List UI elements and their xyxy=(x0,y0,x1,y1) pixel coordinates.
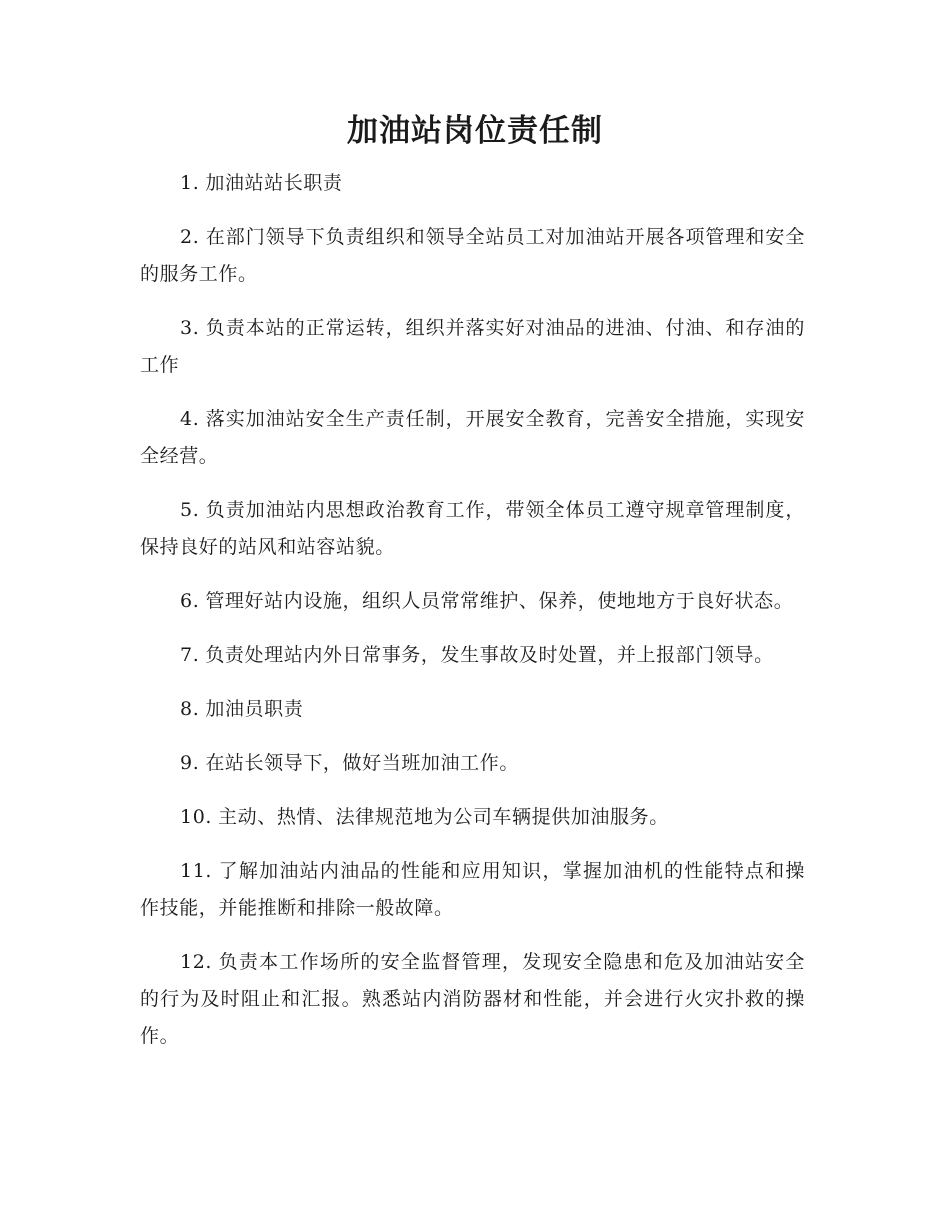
paragraph xyxy=(140,853,805,927)
paragraph-number: 10. xyxy=(180,806,213,828)
paragraph-number: 6. xyxy=(180,590,200,612)
paragraph-text: 了解加油站内油品的性能和应用知识，掌握加油机的性能特点和操作技能，并能推断和排除一般故障。 xyxy=(140,860,805,919)
paragraph xyxy=(140,165,805,202)
paragraph-text: 负责本站的正常运转，组织并落实好对油品的进油、付油、和存油的工作 xyxy=(140,317,805,376)
paragraph-text: 负责处理站内外日常事务，发生事故及时处置，并上报部门领导。 xyxy=(205,644,774,666)
document-body xyxy=(140,165,805,1072)
paragraph-text: 在部门领导下负责组织和领导全站员工对加油站开展各项管理和安全的服务工作。 xyxy=(140,226,805,285)
paragraph-text: 加油员职责 xyxy=(205,698,304,720)
paragraph-text: 主动、热情、法律规范地为公司车辆提供加油服务。 xyxy=(218,806,669,828)
document-title: 加油站岗位责任制 xyxy=(347,113,603,149)
paragraph-text: 在站长领导下，做好当班加油工作。 xyxy=(205,752,519,774)
paragraph-text: 落实加油站安全生产责任制，开展安全教育，完善安全措施，实现安全经营。 xyxy=(140,408,805,467)
paragraph xyxy=(140,583,805,620)
paragraph-text: 负责加油站内思想政治教育工作，带领全体员工遵守规章管理制度，保持良好的站风和站容站貌。 xyxy=(140,499,805,558)
paragraph xyxy=(140,637,805,674)
paragraph xyxy=(140,799,805,836)
paragraph-number: 2. xyxy=(180,226,200,248)
paragraph-number: 12. xyxy=(180,951,213,973)
paragraph-number: 8. xyxy=(180,698,200,720)
paragraph-text: 负责本工作场所的安全监督管理，发现安全隐患和危及加油站安全的行为及时阻止和汇报。熟悉站内消防器材和性能，并会进行火灾扑救的操作。 xyxy=(140,951,805,1047)
paragraph-text: 加油站站长职责 xyxy=(205,172,343,194)
paragraph-number: 4. xyxy=(180,408,200,430)
paragraph xyxy=(140,492,805,566)
paragraph xyxy=(140,691,805,728)
paragraph-number: 3. xyxy=(180,317,200,339)
paragraph xyxy=(140,745,805,782)
paragraph-number: 1. xyxy=(180,172,200,194)
paragraph-number: 7. xyxy=(180,644,200,666)
paragraph xyxy=(140,944,805,1055)
paragraph xyxy=(140,219,805,293)
paragraph xyxy=(140,401,805,475)
paragraph-number: 5. xyxy=(180,499,200,521)
paragraph-number: 9. xyxy=(180,752,200,774)
paragraph-text: 管理好站内设施，组织人员常常维护、保养，使地地方于良好状态。 xyxy=(205,590,794,612)
paragraph xyxy=(140,310,805,384)
paragraph-number: 11. xyxy=(180,860,213,882)
